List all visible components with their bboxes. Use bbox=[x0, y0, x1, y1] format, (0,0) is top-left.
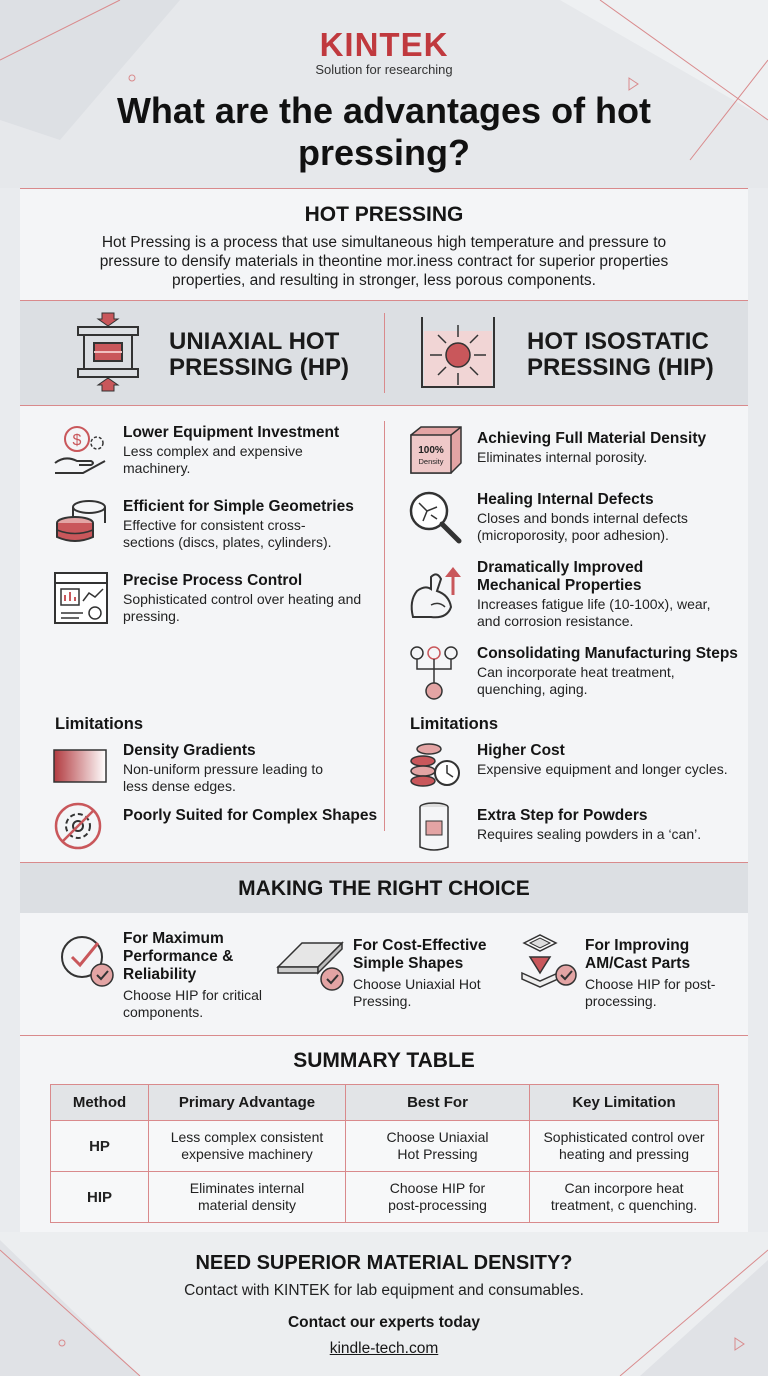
content-panel bbox=[20, 188, 748, 1232]
divider bbox=[384, 421, 385, 831]
strength-arm-icon bbox=[407, 565, 463, 621]
choice-heading: MAKING THE RIGHT CHOICE bbox=[238, 877, 530, 900]
hip-adv-desc: Increases fatigue life (10-100x), wear, and corrosion resistance. bbox=[477, 596, 711, 629]
divider bbox=[20, 1035, 748, 1036]
choice-3-title-line: AM/Cast Parts bbox=[585, 955, 691, 972]
hip-adv-desc: Eliminates internal porosity. bbox=[477, 449, 648, 465]
coins-clock-icon bbox=[407, 741, 463, 789]
choice-2-desc: Choose Uniaxial Hot Pressing. bbox=[353, 976, 481, 1009]
choice-2-title-line: For Cost-Effective bbox=[353, 937, 487, 954]
magnifier-icon bbox=[407, 489, 463, 545]
logo[interactable] bbox=[0, 26, 768, 64]
hip-adv-title: Dramatically Improved Mechanical Properties bbox=[477, 559, 644, 594]
hip-lim-desc: Expensive equipment and longer cycles. bbox=[477, 761, 728, 777]
choice-2-title bbox=[353, 937, 487, 973]
choice-2-title-line: Simple Shapes bbox=[353, 955, 464, 972]
part-improve-icon bbox=[520, 933, 580, 989]
check-circle-icon bbox=[58, 933, 118, 989]
choice-1-desc: Choose HIP for critical components. bbox=[123, 987, 263, 1020]
hip-limitations-heading: Limitations bbox=[410, 715, 499, 733]
hp-adv-title: Lower Equipment Investment bbox=[123, 424, 340, 441]
summary-heading: SUMMARY TABLE bbox=[293, 1049, 475, 1072]
money-hand-icon bbox=[53, 423, 111, 477]
table-cell: Choose HIP for post-processing bbox=[346, 1172, 530, 1223]
gradient-icon bbox=[53, 749, 107, 783]
table-header-row bbox=[51, 1085, 719, 1121]
column-header: Method bbox=[51, 1085, 149, 1121]
table-cell: HIP bbox=[51, 1172, 149, 1223]
table-cell: Can incorpore heat treatment, c quenching. bbox=[530, 1172, 719, 1223]
hp-adv-desc: Sophisticated control over heating and pressing. bbox=[123, 591, 362, 624]
column-header: Best For bbox=[346, 1085, 530, 1121]
header bbox=[0, 0, 768, 188]
footer-subtext: Contact with KINTEK for lab equipment and consumables. bbox=[184, 1282, 584, 1299]
table-row bbox=[51, 1172, 719, 1223]
hip-adv-desc: Closes and bonds internal defects (microporosity, poor adhesion). bbox=[477, 510, 688, 543]
density-badge-value: 100% bbox=[418, 445, 444, 456]
hp-title-line2: PRESSING (HP) bbox=[169, 354, 350, 381]
logo-text: KINTEK bbox=[319, 26, 449, 63]
footer bbox=[0, 1232, 768, 1376]
can-icon bbox=[417, 801, 451, 853]
table-cell: Choose Uniaxial Hot Pressing bbox=[346, 1121, 530, 1172]
column-header: Key Limitation bbox=[530, 1085, 719, 1121]
table-cell: Less complex consistent expensive machinery bbox=[149, 1121, 346, 1172]
table-row bbox=[51, 1121, 719, 1172]
hip-adv-title: Healing Internal Defects bbox=[477, 491, 654, 508]
contact-cta[interactable]: Contact our experts today bbox=[287, 1314, 481, 1331]
hp-title-line1: UNIAXIAL HOT bbox=[169, 328, 340, 355]
hp-lim-title: Density Gradients bbox=[123, 742, 256, 759]
plate-icon bbox=[276, 937, 348, 993]
page-title: What are the advantages of hot pressing? bbox=[116, 90, 652, 173]
table-cell: Eliminates internal material density bbox=[149, 1172, 346, 1223]
dashboard-icon bbox=[53, 571, 109, 625]
hp-title bbox=[169, 329, 349, 381]
hp-lim-title: Poorly Suited for Complex Shapes bbox=[123, 807, 378, 824]
hp-limitations-heading: Limitations bbox=[55, 715, 144, 733]
hip-lim-desc: Requires sealing powders in a ‘can’. bbox=[477, 826, 702, 842]
hp-adv-desc: Effective for consistent cross-sections (discs, plates, cylinders). bbox=[123, 517, 332, 550]
intro-heading: HOT PRESSING bbox=[304, 203, 464, 226]
hp-adv-title: Efficient for Simple Geometries bbox=[123, 498, 354, 515]
column-header: Primary Advantage bbox=[149, 1085, 346, 1121]
tagline: Solution for researching bbox=[315, 62, 453, 77]
choice-3-desc: Choose HIP for post-processing. bbox=[585, 976, 716, 1009]
hip-adv-desc: Can incorporate heat treatment, quenching, aging. bbox=[477, 664, 675, 697]
choice-1-title-line: Reliability bbox=[123, 966, 197, 983]
choice-3-title bbox=[585, 937, 690, 973]
choice-1-title-line: Performance & bbox=[123, 948, 234, 965]
hip-title-line2: PRESSING (HIP) bbox=[527, 354, 714, 381]
hip-lim-title: Extra Step for Powders bbox=[477, 807, 648, 824]
hp-adv-desc: Less complex and expensive machinery. bbox=[123, 443, 303, 476]
table-cell: Sophisticated control over heating and pressing bbox=[530, 1121, 719, 1172]
hip-title-line1: HOT ISOSTATIC bbox=[527, 328, 709, 355]
hip-lim-title: Higher Cost bbox=[477, 742, 565, 759]
divider bbox=[20, 405, 748, 406]
isostatic-vessel-icon bbox=[416, 313, 500, 393]
table-cell: HP bbox=[51, 1121, 149, 1172]
choice-3-title-line: For Improving bbox=[585, 937, 690, 954]
website-link[interactable]: kindle-tech.com bbox=[329, 1340, 439, 1357]
choice-1-title bbox=[123, 930, 233, 984]
disc-stack-icon bbox=[53, 497, 109, 547]
intro-text: Hot Pressing is a process that use simultaneous high temperature and pressure to pressure to densify materials in theontine mor.iness contract for superior properties properties, and resulting in stronger, less porous components. bbox=[99, 234, 669, 289]
summary-table bbox=[50, 1084, 719, 1223]
process-merge-icon bbox=[409, 645, 459, 701]
hip-adv-title: Achieving Full Material Density bbox=[477, 430, 707, 447]
density-cube-icon bbox=[409, 425, 463, 475]
hp-adv-title: Precise Process Control bbox=[123, 572, 303, 589]
density-badge-label: Density bbox=[418, 457, 444, 466]
hip-adv-title: Consolidating Manufacturing Steps bbox=[477, 645, 738, 662]
hp-lim-desc: Non-uniform pressure leading to less dense edges. bbox=[123, 761, 323, 794]
svg-text:$: $ bbox=[72, 432, 82, 449]
footer-headline: NEED SUPERIOR MATERIAL DENSITY? bbox=[195, 1252, 573, 1274]
press-icon bbox=[72, 311, 144, 393]
choice-1-title-line: For Maximum bbox=[123, 930, 224, 947]
gear-prohibited-icon bbox=[53, 801, 103, 851]
hip-title bbox=[527, 329, 714, 381]
divider bbox=[384, 313, 385, 393]
